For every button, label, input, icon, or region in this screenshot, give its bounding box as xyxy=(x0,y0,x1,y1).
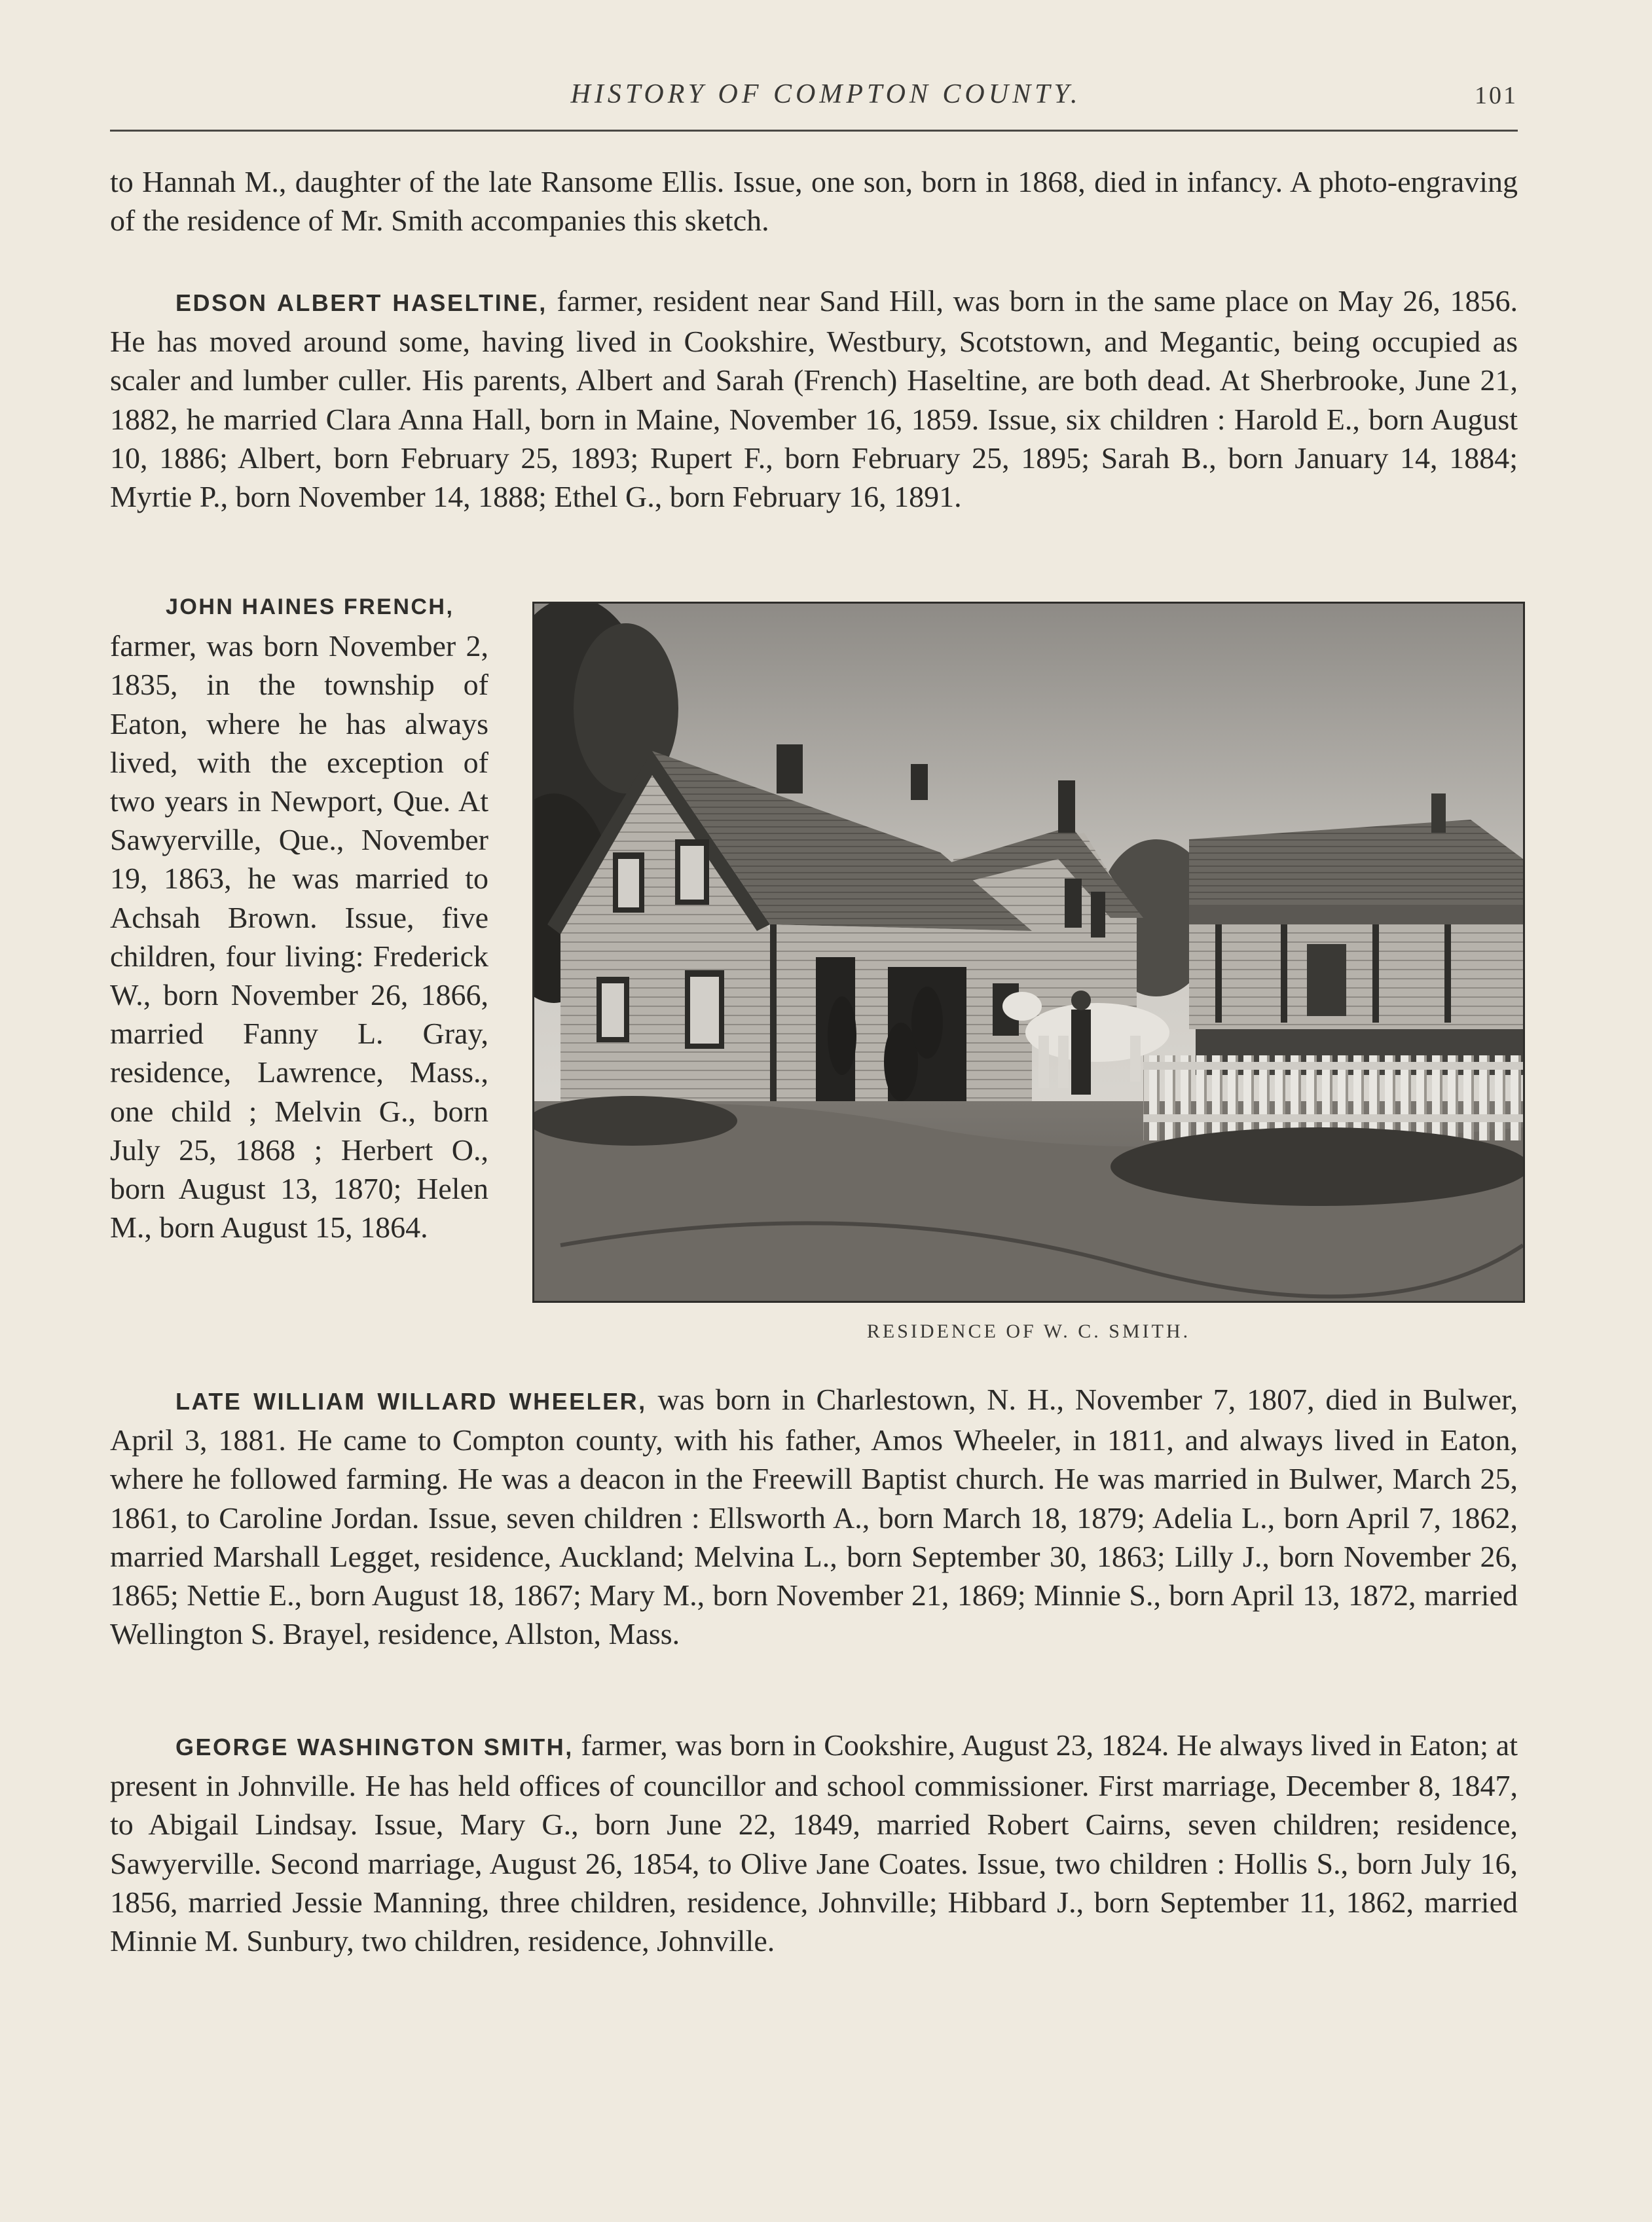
running-title: HISTORY OF COMPTON COUNTY. xyxy=(570,79,1082,109)
entry-wheeler xyxy=(110,1380,1518,1653)
entry-haseltine xyxy=(110,282,1518,516)
entry-name: JOHN HAINES FRENCH, xyxy=(166,594,454,619)
page-number: 101 xyxy=(1475,82,1518,109)
running-head xyxy=(0,79,1652,124)
entry-name: GEORGE WASHINGTON SMITH, xyxy=(175,1734,574,1760)
entry-text: farmer, was born November 2, 1835, in the township of Eaton, where he has always lived, with the exception of two years in Newport, Que. At Sawyerville, Que., November 19, 1863, he was married to Achsah Brown. Issue, five children, four living: Frederick W., born November 26, 1866, married Fanny L. Gray, residence, Lawrence, Mass., one child ; Melvin G., born July 25, 1868 ; Herbert O., born August 13, 1870; Helen M., born August 15, 1864. xyxy=(110,629,488,1245)
intro-text: to Hannah M., daughter of the late Ransome Ellis. Issue, one son, born in 1868, died in infancy. A photo-engraving of the residence of Mr. Smith accompanies this sketch. xyxy=(110,165,1518,238)
header-rule xyxy=(110,130,1518,132)
entry-text: farmer, was born in Cookshire, August 23, 1824. He always lived in Eaton; at present in Johnville. He has held offices of councillor and school commissioner. First marriage, December 8, 1847, to Abigail Lindsay. Issue, Mary G., born June 22, 1849, married Robert Cairns, seven children; residence, Sawyerville. Second marriage, August 26, 1854, to Olive Jane Coates. Issue, two children : Hollis S., born July 16, 1856, married Jessie Manning, three children, residence, Johnville; Hibbard J., born September 11, 1862, married Minnie M. Sunbury, two children, residence, Johnville. xyxy=(110,1728,1518,1958)
house-engraving-icon xyxy=(534,604,1523,1301)
residence-photo xyxy=(534,604,1523,1301)
entry-smith xyxy=(110,1726,1518,1960)
entry-text: farmer, resident near Sand Hill, was born in the same place on May 26, 1856. He has moved around some, having lived in Cookshire, Westbury, Scotstown, and Megantic, being occupied as scaler and lumber culler. His parents, Albert and Sarah (French) Haseltine, are both dead. At Sherbrooke, June 21, 1882, he married Clara Anna Hall, born in Maine, November 16, 1859. Issue, six children : Harold E., born August 10, 1886; Albert, born February 25, 1893; Rupert F., born February 25, 1895; Sarah B., born January 14, 1884; Myrtie P., born November 14, 1888; Ethel G., born February 16, 1891. xyxy=(110,284,1518,514)
entry-name: EDSON ALBERT HASELTINE, xyxy=(175,289,547,316)
entry-french xyxy=(110,588,488,1247)
intro-paragraph xyxy=(110,162,1518,240)
entry-text: was born in Charlestown, N. H., November 7, 1807, died in Bulwer, April 3, 1881. He came to Compton county, with his father, Amos Wheeler, in 1811, and always lived in Eaton, where he followed farming. He was a deacon in the Freewill Baptist church. He was married in Bulwer, March 25, 1861, to Caroline Jordan. Issue, seven children : Ellsworth A., born March 18, 1879; Adelia L., born April 7, 1862, married Marshall Legget, residence, Auckland; Melvina L., born September 30, 1863; Lilly J., born November 26, 1865; Nettie E., born August 18, 1867; Mary M., born November 21, 1869; Minnie S., born April 13, 1872, married Wellington S. Brayel, residence, Allston, Mass. xyxy=(110,1383,1518,1651)
entry-name: LATE WILLIAM WILLARD WHEELER, xyxy=(175,1388,647,1415)
figure-caption: RESIDENCE OF W. C. SMITH. xyxy=(866,1320,1191,1342)
